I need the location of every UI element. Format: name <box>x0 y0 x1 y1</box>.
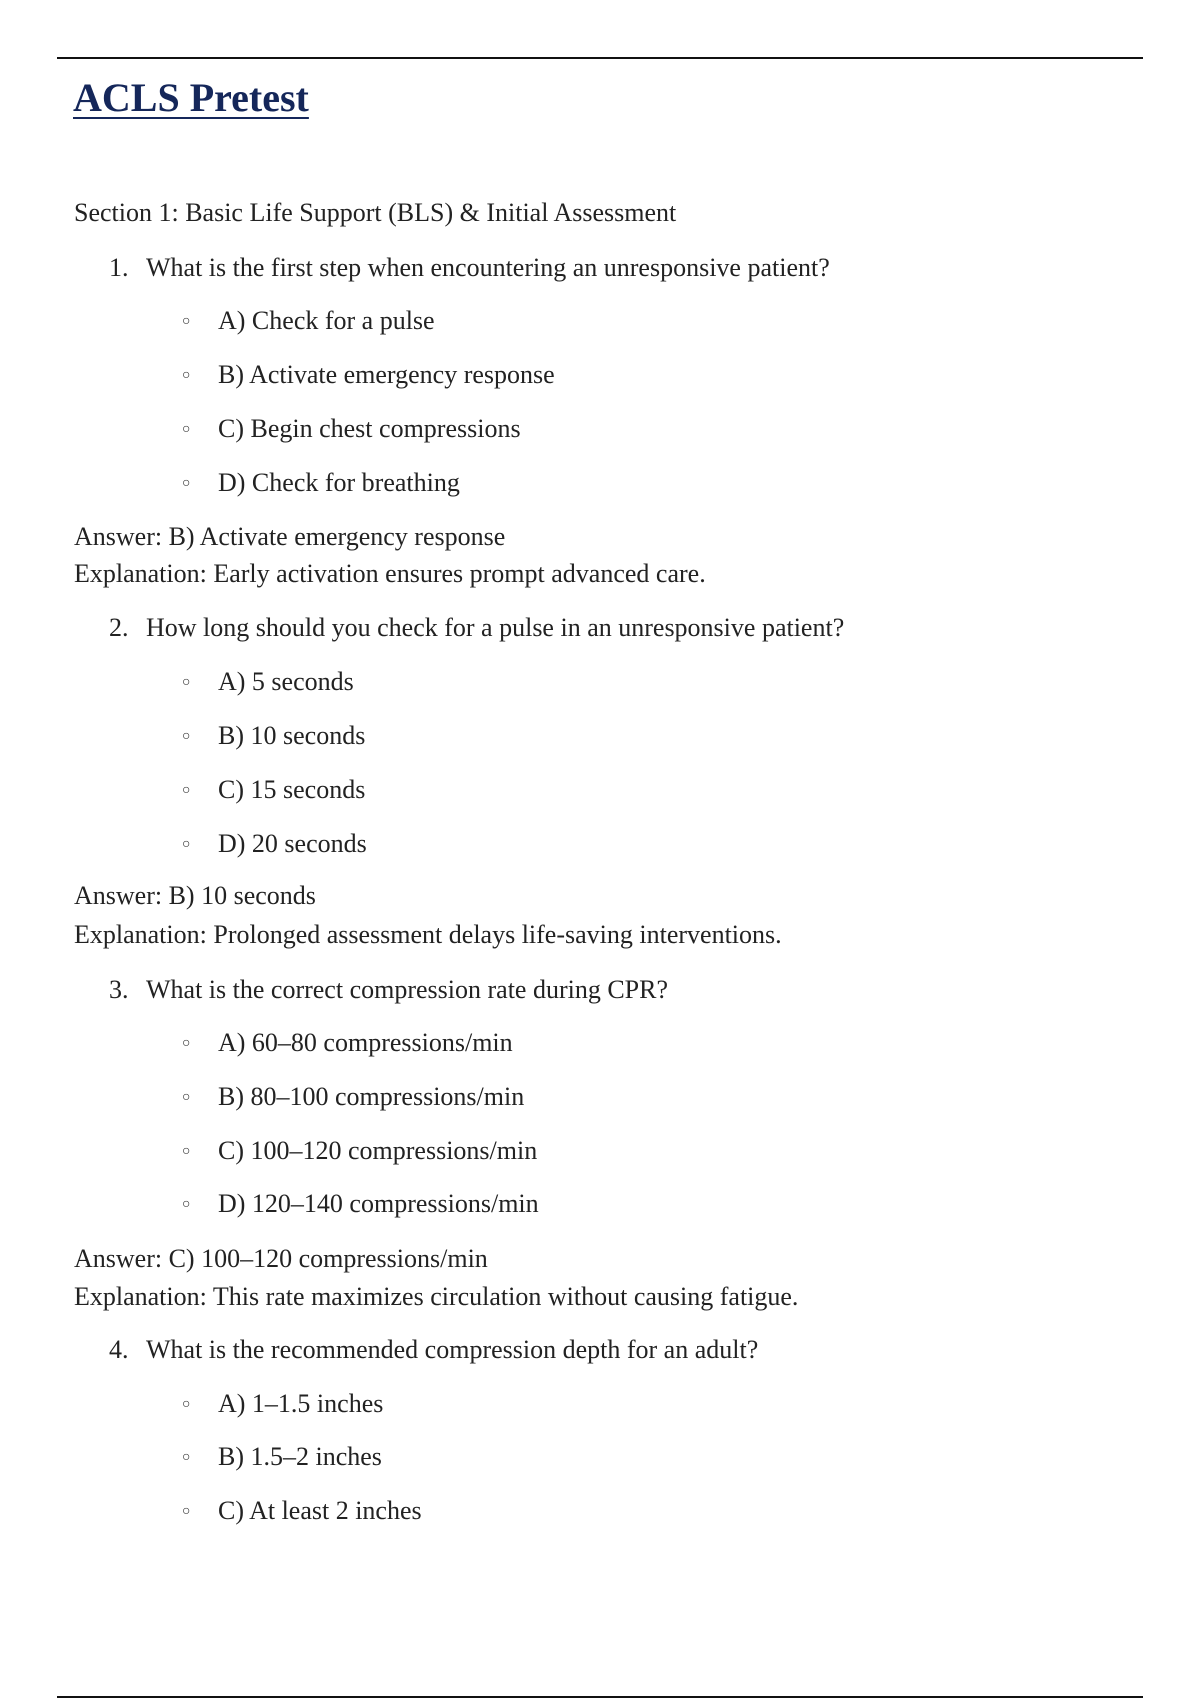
top-rule <box>57 57 1143 59</box>
answer-option: B) 80–100 compressions/min <box>218 1082 525 1111</box>
bullet-circle-icon: ○ <box>182 422 191 437</box>
bullet-circle-icon: ○ <box>182 314 191 329</box>
bullet-circle-icon: ○ <box>182 1197 191 1212</box>
bullet-circle-icon: ○ <box>182 1450 191 1465</box>
question-text: What is the first step when encountering an unresponsive patient? <box>146 253 830 282</box>
answer-option: D) 20 seconds <box>218 829 367 858</box>
answer-option: D) 120–140 compressions/min <box>218 1189 539 1218</box>
answer-option: A) 1–1.5 inches <box>218 1389 384 1418</box>
bullet-circle-icon: ○ <box>182 368 191 383</box>
section-heading: Section 1: Basic Life Support (BLS) & Initial Assessment <box>74 198 677 227</box>
bullet-circle-icon: ○ <box>182 729 191 744</box>
answer-option: D) Check for breathing <box>218 468 460 497</box>
bullet-circle-icon: ○ <box>182 1036 191 1051</box>
answer-line: Answer: B) Activate emergency response <box>74 522 506 551</box>
answer-option: C) 100–120 compressions/min <box>218 1136 538 1165</box>
answer-line: Answer: B) 10 seconds <box>74 881 316 910</box>
question-text: How long should you check for a pulse in an unresponsive patient? <box>146 613 845 642</box>
answer-option: C) 15 seconds <box>218 775 366 804</box>
question-number: 1. <box>109 253 129 282</box>
page-title: ACLS Pretest <box>73 75 309 120</box>
answer-option: B) 10 seconds <box>218 721 366 750</box>
bullet-circle-icon: ○ <box>182 1397 191 1412</box>
answer-option: A) Check for a pulse <box>218 306 435 335</box>
bullet-circle-icon: ○ <box>182 783 191 798</box>
explanation-line: Explanation: Early activation ensures prompt advanced care. <box>74 559 706 588</box>
answer-option: A) 60–80 compressions/min <box>218 1028 513 1057</box>
bullet-circle-icon: ○ <box>182 1144 191 1159</box>
question-text: What is the recommended compression depth for an adult? <box>146 1335 759 1364</box>
bottom-rule <box>57 1696 1143 1698</box>
question-number: 4. <box>109 1335 129 1364</box>
answer-option: C) Begin chest compressions <box>218 414 521 443</box>
question-text: What is the correct compression rate during CPR? <box>146 975 669 1004</box>
bullet-circle-icon: ○ <box>182 1090 191 1105</box>
answer-option: B) Activate emergency response <box>218 360 555 389</box>
explanation-line: Explanation: This rate maximizes circulation without causing fatigue. <box>74 1282 799 1311</box>
bullet-circle-icon: ○ <box>182 1504 191 1519</box>
question-number: 2. <box>109 613 129 642</box>
explanation-line: Explanation: Prolonged assessment delays life-saving interventions. <box>74 920 782 949</box>
question-number: 3. <box>109 975 129 1004</box>
answer-option: B) 1.5–2 inches <box>218 1442 382 1471</box>
bullet-circle-icon: ○ <box>182 675 191 690</box>
bullet-circle-icon: ○ <box>182 837 191 852</box>
answer-option: C) At least 2 inches <box>218 1496 422 1525</box>
answer-line: Answer: C) 100–120 compressions/min <box>74 1244 488 1273</box>
bullet-circle-icon: ○ <box>182 476 191 491</box>
answer-option: A) 5 seconds <box>218 667 354 696</box>
